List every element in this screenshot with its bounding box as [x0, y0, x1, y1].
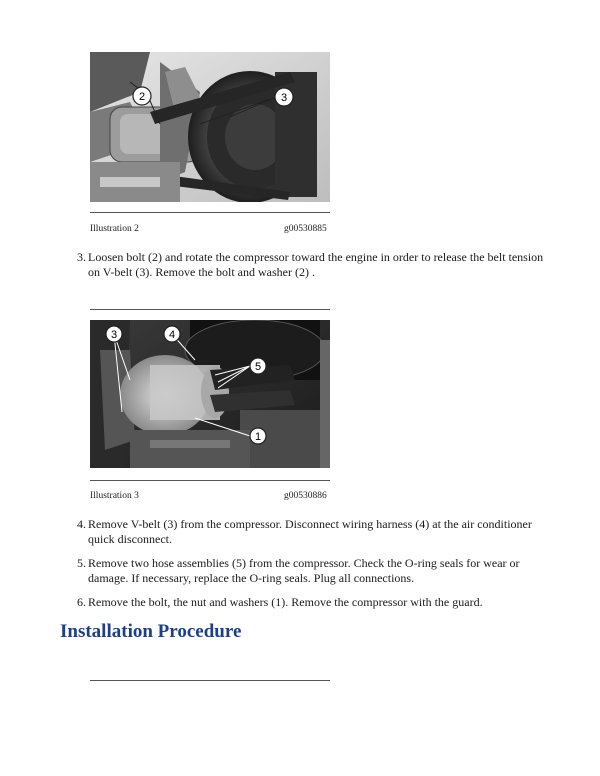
- callout-2-label: 2: [138, 91, 146, 103]
- illustration-3-caption: Illustration 3: [90, 491, 139, 501]
- step-4: [72, 517, 552, 549]
- step-number: 5.: [77, 556, 86, 570]
- callout-5-label: 5: [254, 361, 262, 373]
- step-text: Remove V-belt (3) from the compressor. Disconnect wiring harness (4) at the air conditioner quick disconnect.: [88, 517, 532, 546]
- bottom-rule: [90, 680, 330, 681]
- step-number: 6.: [77, 595, 86, 609]
- step-5: [72, 556, 552, 588]
- step-number: 3.: [77, 250, 86, 264]
- step-text: Remove two hose assemblies (5) from the compressor. Check the O-ring seals for wear or damage. If necessary, replace the O-ring seals. Plug all connections.: [88, 556, 520, 585]
- step-text: Loosen bolt (2) and rotate the compressor toward the engine in order to release the belt tension on V-belt (3). Remove the bolt and washer (2) .: [88, 250, 544, 279]
- step-6: [72, 595, 552, 611]
- callout-3-label: 3: [110, 329, 118, 341]
- step-number: 4.: [77, 517, 86, 531]
- illustration-2-rule: [90, 212, 330, 213]
- illustration-3-photo: [90, 320, 330, 468]
- section-heading: Installation Procedure: [60, 621, 242, 642]
- callout-1-label: 1: [254, 431, 262, 443]
- illustration-2-code: g00530885: [284, 224, 327, 234]
- illustration-3-top-rule: [90, 309, 330, 310]
- step-3: [72, 250, 552, 282]
- step-text: Remove the bolt, the nut and washers (1). Remove the compressor with the guard.: [88, 595, 483, 609]
- illustration-2-photo: [90, 52, 330, 202]
- illustration-2-caption: Illustration 2: [90, 224, 139, 234]
- callout-4-label: 4: [168, 329, 176, 341]
- illustration-3-rule: [90, 480, 330, 481]
- callout-3-label: 3: [280, 92, 288, 104]
- illustration-3-code: g00530886: [284, 491, 327, 501]
